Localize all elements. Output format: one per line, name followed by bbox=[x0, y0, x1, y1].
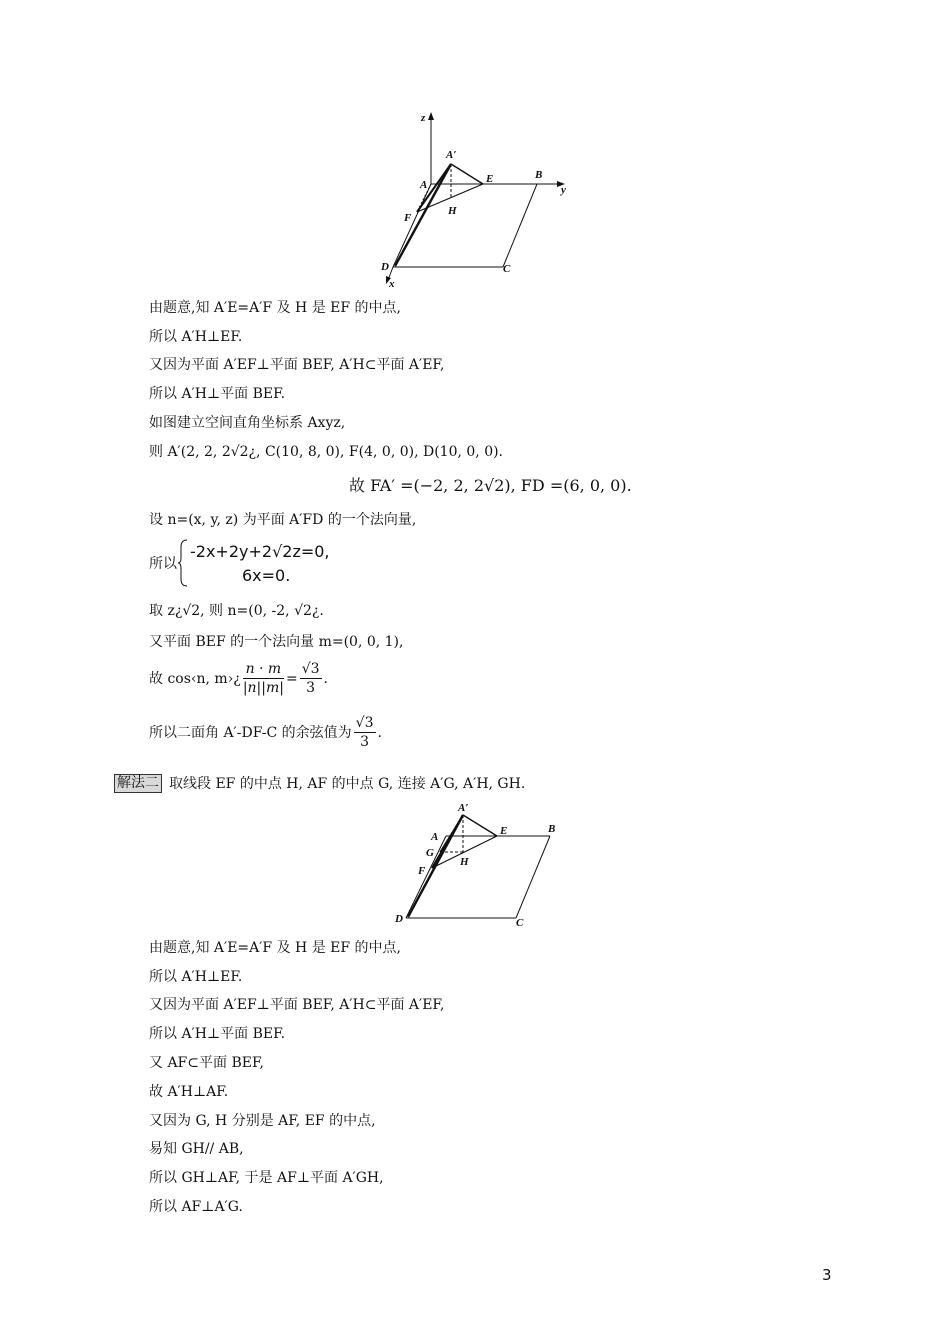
m1-line-1: 由题意,知 A′E=A′F 及 H 是 EF 的中点, bbox=[149, 300, 401, 316]
label-f: F bbox=[404, 212, 412, 224]
label-d: D bbox=[381, 261, 389, 273]
m1-fraction-1-num: n · m bbox=[243, 660, 284, 679]
m1-line-11: 又平面 BEF 的一个法向量 m=(0, 0, 1), bbox=[149, 634, 404, 650]
m1-line-5: 如图建立空间直角坐标系 Axyz, bbox=[149, 415, 346, 431]
m1-equals: = bbox=[285, 670, 298, 687]
m1-fraction-2-num: √3 bbox=[301, 661, 320, 677]
m2-line-2: 所以 A′H⊥EF. bbox=[149, 969, 243, 985]
label-e-2: E bbox=[500, 825, 508, 837]
label-a-prime-2: A′ bbox=[458, 802, 469, 814]
m2-line-9: 所以 GH⊥AF, 于是 AF⊥平面 A′GH, bbox=[149, 1170, 384, 1186]
label-g-2: G bbox=[426, 847, 434, 859]
label-f-2: F bbox=[418, 865, 426, 877]
m1-line-2: 所以 A′H⊥EF. bbox=[149, 329, 243, 345]
page-number: 3 bbox=[822, 1266, 832, 1284]
label-e: E bbox=[486, 173, 494, 185]
label-a-2: A bbox=[431, 831, 439, 843]
label-z: z bbox=[421, 112, 426, 124]
figure-midpoint-diagram bbox=[390, 800, 570, 930]
m2-line-5: 又 AF⊂平面 BEF, bbox=[149, 1055, 264, 1071]
label-h-2: H bbox=[460, 856, 469, 868]
m1-line-6: 则 A′(2, 2, 2√2¿, C(10, 8, 0), F(4, 0, 0), D(10, 0, 0). bbox=[149, 444, 504, 460]
m2-line-4: 所以 A′H⊥平面 BEF. bbox=[149, 1026, 286, 1042]
m1-line-8: 设 n=(x, y, z) 为平面 A′FD 的一个法向量, bbox=[149, 512, 417, 528]
m1-line-3: 又因为平面 A′EF⊥平面 BEF, A′H⊂平面 A′EF, bbox=[149, 357, 445, 373]
label-y: y bbox=[561, 184, 566, 196]
m1-fraction-2 bbox=[300, 660, 322, 697]
label-h: H bbox=[448, 205, 457, 217]
m1-line-7: 故 FA′ =(−2, 2, 2√2), FD =(6, 0, 0). bbox=[349, 476, 632, 495]
m1-fraction-3 bbox=[354, 714, 376, 751]
label-b: B bbox=[535, 169, 543, 181]
m2-line-1: 由题意,知 A′E=A′F 及 H 是 EF 的中点, bbox=[149, 940, 401, 956]
m2-line-7: 又因为 G, H 分别是 AF, EF 的中点, bbox=[149, 1113, 376, 1129]
label-b-2: B bbox=[548, 823, 556, 835]
m1-line-13 bbox=[149, 714, 382, 751]
m1-line-12 bbox=[149, 660, 328, 697]
m1-line-13-end: . bbox=[377, 724, 382, 741]
m2-line-10: 所以 AF⊥A′G. bbox=[149, 1199, 243, 1215]
label-x: x bbox=[389, 278, 395, 290]
label-d-2: D bbox=[395, 913, 403, 925]
method-2-badge: 解法二 bbox=[114, 774, 162, 793]
m2-line-6: 故 A′H⊥AF. bbox=[149, 1084, 229, 1100]
m2-line-8: 易知 GH// AB, bbox=[149, 1141, 244, 1157]
m1-line-13-prefix: 所以二面角 A′-DF-C 的余弦值为 bbox=[149, 724, 352, 741]
label-c-2: C bbox=[516, 917, 524, 929]
m1-fraction-1-den: |n||m| bbox=[242, 680, 284, 696]
label-a: A bbox=[420, 179, 428, 191]
label-c: C bbox=[503, 263, 511, 275]
m1-fraction-3-den: 3 bbox=[360, 734, 370, 750]
m1-line-9-prefix: 所以 bbox=[149, 556, 177, 572]
m1-line-12-end: . bbox=[323, 670, 328, 687]
m1-line-4: 所以 A′H⊥平面 BEF. bbox=[149, 386, 286, 402]
m2-line-3: 又因为平面 A′EF⊥平面 BEF, A′H⊂平面 A′EF, bbox=[149, 997, 445, 1013]
m1-fraction-3-num: √3 bbox=[355, 715, 374, 731]
m1-fraction-1 bbox=[243, 660, 284, 697]
figure-coordinate-diagram bbox=[375, 108, 585, 290]
m1-fraction-2-den: 3 bbox=[306, 680, 316, 696]
m1-line-9-eq1: -2x+2y+2√2z=0, bbox=[190, 542, 330, 561]
label-a-prime: A′ bbox=[446, 149, 457, 161]
m1-line-10: 取 z¿√2, 则 n=(0, -2, √2¿. bbox=[149, 603, 324, 619]
m1-line-12-prefix: 故 cos‹n, m›¿ bbox=[149, 670, 241, 687]
m2-heading: 取线段 EF 的中点 H, AF 的中点 G, 连接 A′G, A′H, GH. bbox=[169, 776, 526, 792]
m1-line-9-eq2: 6x=0. bbox=[242, 566, 291, 585]
system-brace bbox=[178, 539, 188, 587]
